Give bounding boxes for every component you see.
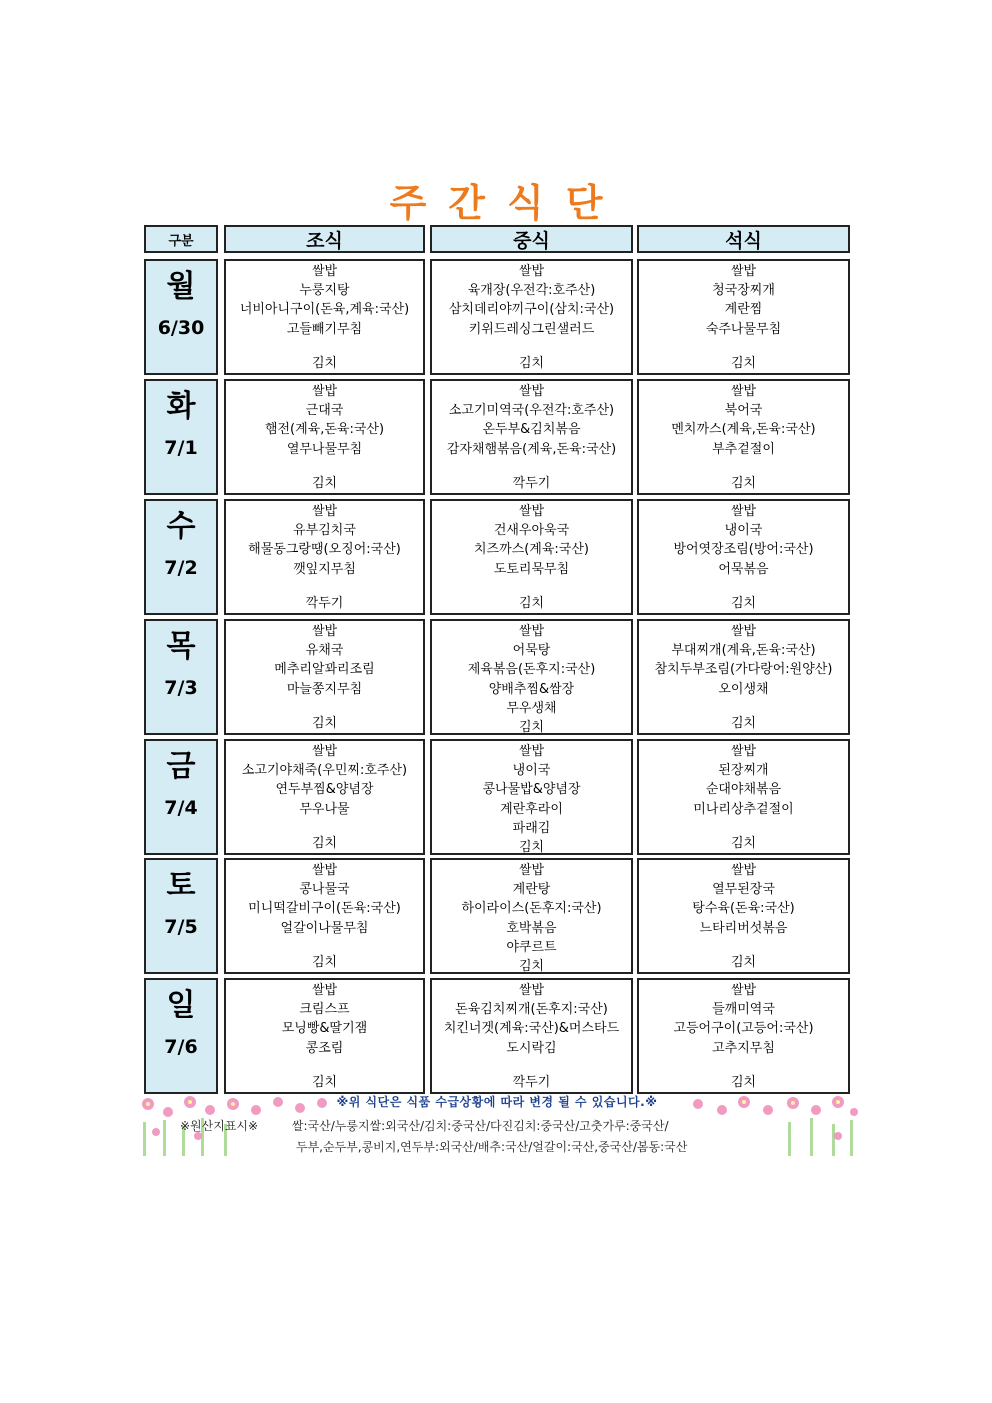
menu-item: 숙주나물무침 xyxy=(705,321,782,337)
menu-item: 치즈까스(계육:국산) xyxy=(474,542,589,558)
menu-item: 쌀밥 xyxy=(311,983,338,998)
menu-item: 도토리묵무침 xyxy=(493,561,570,577)
breakfast-cell xyxy=(224,858,425,974)
menu-item: 육개장(우전각:호주산) xyxy=(467,283,596,299)
menu-item: 삼치데리야끼구이(삼치:국산) xyxy=(448,302,615,318)
menu-item: 쌀밥 xyxy=(730,744,757,759)
menu-item: 고등어구이(고등어:국산) xyxy=(673,1021,814,1037)
menu-item: 쌀밥 xyxy=(311,744,338,759)
menu-item: 깍두기 xyxy=(512,475,551,491)
day-date: 7/4 xyxy=(164,797,198,819)
menu-item: 김치 xyxy=(311,1074,338,1090)
menu-item: 김치 xyxy=(311,954,338,970)
header-lunch: 중식 xyxy=(430,225,633,253)
dinner-cell xyxy=(637,259,850,375)
menu-item: 콩조림 xyxy=(305,1040,344,1056)
breakfast-cell xyxy=(224,978,425,1094)
menu-item: 쌀밥 xyxy=(730,384,757,399)
menu-item: 부대찌개(계육,돈육:국산) xyxy=(671,643,816,659)
menu-item: 북어국 xyxy=(724,403,763,419)
menu-item: 쌀밥 xyxy=(730,983,757,998)
menu-item: 고들빼기무침 xyxy=(286,321,363,337)
day-label xyxy=(144,259,218,375)
menu-item: 김치 xyxy=(730,1074,757,1090)
menu-item: 김치 xyxy=(730,954,757,970)
menu-item: 도시락김 xyxy=(506,1040,557,1056)
menu-item: 돈육김치찌개(돈후지:국산) xyxy=(455,1002,608,1018)
menu-item: 탕수육(돈육:국산) xyxy=(692,901,795,917)
menu-item: 청국장찌개 xyxy=(712,283,775,299)
menu-item: 김치 xyxy=(730,595,757,611)
day-date: 7/1 xyxy=(164,437,198,459)
menu-item: 쌀밥 xyxy=(518,504,545,519)
dinner-cell xyxy=(637,499,850,615)
menu-item: 해물동그랑땡(오징어:국산) xyxy=(248,542,401,558)
menu-item: 멘치까스(계육,돈육:국산) xyxy=(671,422,816,438)
breakfast-cell xyxy=(224,259,425,375)
origin-info-line2: 두부,순두부,콩비지,연두부:외국산/배추:국산/얼갈이:국산,중국산/봄동:국산 xyxy=(296,1140,688,1154)
menu-item: 유채국 xyxy=(305,643,344,659)
menu-item: 치킨너겟(계육:국산)&머스타드 xyxy=(443,1021,620,1037)
menu-item: 계란탕 xyxy=(512,882,551,898)
dinner-cell xyxy=(637,739,850,855)
day-name: 월 xyxy=(166,269,196,304)
origin-label: ※원산지표시※ xyxy=(180,1119,259,1133)
day-label xyxy=(144,858,218,974)
day-label xyxy=(144,379,218,495)
menu-item: 쌀밥 xyxy=(311,384,338,399)
lunch-cell xyxy=(430,739,633,855)
menu-item: 쌀밥 xyxy=(518,863,545,878)
menu-item: 김치 xyxy=(311,715,338,731)
page-title: 주간식단 xyxy=(389,181,625,225)
menu-item: 온두부&김치볶음 xyxy=(482,422,581,438)
day-name: 화 xyxy=(166,389,196,424)
header-dinner: 석식 xyxy=(637,225,850,253)
menu-item: 쌀밥 xyxy=(518,384,545,399)
menu-item: 김치 xyxy=(730,835,757,851)
menu-item: 쌀밥 xyxy=(518,744,545,759)
menu-item: 메추리알꽈리조림 xyxy=(274,662,375,678)
day-date: 6/30 xyxy=(157,317,205,339)
dinner-cell xyxy=(637,978,850,1094)
origin-info-line1 xyxy=(180,1117,669,1134)
menu-item: 김치 xyxy=(518,839,545,855)
menu-item: 김치 xyxy=(518,719,545,735)
menu-item: 유부김치국 xyxy=(293,523,356,539)
lunch-cell xyxy=(430,379,633,495)
menu-item: 연두부찜&양념장 xyxy=(275,782,374,798)
menu-item: 계란후라이 xyxy=(500,801,563,817)
origin-text-1: 쌀:국산/누룽지쌀:외국산/김치:중국산/다진김치:중국산/고춧가루:중국산/ xyxy=(291,1119,669,1133)
header-breakfast: 조식 xyxy=(224,225,425,253)
menu-item: 쌀밥 xyxy=(730,264,757,279)
breakfast-cell xyxy=(224,739,425,855)
day-name: 수 xyxy=(166,509,196,544)
menu-item: 열무된장국 xyxy=(712,882,775,898)
menu-item: 마늘쫑지무침 xyxy=(286,681,363,697)
menu-item: 어묵탕 xyxy=(512,643,551,659)
menu-item: 깻잎지무침 xyxy=(293,561,356,577)
menu-item: 근대국 xyxy=(305,403,344,419)
menu-item: 김치 xyxy=(518,958,545,974)
menu-item: 쌀밥 xyxy=(730,504,757,519)
menu-item: 쌀밥 xyxy=(730,624,757,639)
menu-item: 키위드레싱그린샐러드 xyxy=(468,321,595,337)
breakfast-cell xyxy=(224,619,425,735)
menu-item: 햄전(계육,돈육:국산) xyxy=(264,422,385,438)
menu-item: 김치 xyxy=(730,475,757,491)
menu-item: 열무나물무침 xyxy=(286,441,363,457)
menu-item: 고추지무침 xyxy=(712,1040,775,1056)
menu-item: 어묵볶음 xyxy=(718,561,769,577)
menu-item: 김치 xyxy=(518,355,545,371)
menu-item: 하이라이스(돈후지:국산) xyxy=(461,901,602,917)
dinner-cell xyxy=(637,619,850,735)
menu-item: 순대야채볶음 xyxy=(705,782,782,798)
menu-item: 쌀밥 xyxy=(518,264,545,279)
menu-item: 쌀밥 xyxy=(311,624,338,639)
day-label xyxy=(144,499,218,615)
menu-item: 느타리버섯볶음 xyxy=(699,920,788,936)
menu-item: 너비아니구이(돈육,계육:국산) xyxy=(239,302,410,318)
day-label xyxy=(144,739,218,855)
menu-item: 깍두기 xyxy=(305,595,344,611)
day-name: 토 xyxy=(166,868,196,903)
day-date: 7/2 xyxy=(164,557,198,579)
menu-item: 양배추찜&쌈장 xyxy=(488,681,575,697)
lunch-cell xyxy=(430,499,633,615)
menu-item: 건새우아욱국 xyxy=(493,523,570,539)
menu-item: 야쿠르트 xyxy=(506,939,557,955)
lunch-cell xyxy=(430,978,633,1094)
menu-item: 김치 xyxy=(730,355,757,371)
menu-item: 크림스프 xyxy=(299,1002,350,1018)
menu-item: 방어엿장조림(방어:국산) xyxy=(673,542,814,558)
menu-item: 얼갈이나물무침 xyxy=(280,920,369,936)
menu-item: 파래김 xyxy=(512,820,551,836)
day-label xyxy=(144,619,218,735)
menu-item: 쌀밥 xyxy=(518,624,545,639)
day-name: 금 xyxy=(166,749,196,784)
dinner-cell xyxy=(637,858,850,974)
menu-item: 제육볶음(돈후지:국산) xyxy=(467,662,596,678)
menu-item: 김치 xyxy=(311,835,338,851)
lunch-cell xyxy=(430,858,633,974)
breakfast-cell xyxy=(224,499,425,615)
menu-item: 미니떡갈비구이(돈육:국산) xyxy=(248,901,401,917)
menu-item: 부추겉절이 xyxy=(712,441,775,457)
menu-item: 호박볶음 xyxy=(506,920,557,936)
menu-item: 소고기미역국(우전각:호주산) xyxy=(448,403,615,419)
menu-change-notice: ※위 식단은 식품 수급상황에 따라 변경 될 수 있습니다.※ xyxy=(336,1095,658,1109)
menu-item: 김치 xyxy=(311,475,338,491)
menu-item: 김치 xyxy=(730,715,757,731)
menu-item: 깍두기 xyxy=(512,1074,551,1090)
menu-item: 냉이국 xyxy=(724,523,763,539)
lunch-cell xyxy=(430,259,633,375)
menu-item: 쌀밥 xyxy=(311,863,338,878)
day-date: 7/3 xyxy=(164,677,198,699)
day-label xyxy=(144,978,218,1094)
day-date: 7/5 xyxy=(164,916,198,938)
menu-item: 된장찌개 xyxy=(718,763,769,779)
menu-item: 냉이국 xyxy=(512,763,551,779)
day-date: 7/6 xyxy=(164,1036,198,1058)
menu-item: 콩나물밥&양념장 xyxy=(482,782,581,798)
menu-item: 소고기야채죽(우민찌:호주산) xyxy=(241,763,408,779)
header-category: 구분 xyxy=(144,225,218,253)
menu-item: 들깨미역국 xyxy=(712,1002,775,1018)
menu-item: 모닝빵&딸기잼 xyxy=(281,1021,368,1037)
menu-item: 무우생채 xyxy=(506,700,557,716)
menu-item: 누룽지탕 xyxy=(299,283,350,299)
menu-item: 참치두부조림(가다랑어:원양산) xyxy=(654,662,833,678)
menu-item: 오이생채 xyxy=(718,681,769,697)
menu-item: 김치 xyxy=(311,355,338,371)
menu-item: 쌀밥 xyxy=(311,504,338,519)
menu-item: 계란찜 xyxy=(724,302,763,318)
menu-item: 쌀밥 xyxy=(311,264,338,279)
menu-item: 콩나물국 xyxy=(299,882,350,898)
menu-item: 미나리상추겉절이 xyxy=(693,801,794,817)
breakfast-cell xyxy=(224,379,425,495)
menu-item: 무우나물 xyxy=(299,801,350,817)
menu-item: 김치 xyxy=(518,595,545,611)
menu-item: 쌀밥 xyxy=(518,983,545,998)
lunch-cell xyxy=(430,619,633,735)
day-name: 일 xyxy=(166,988,196,1023)
dinner-cell xyxy=(637,379,850,495)
menu-item: 쌀밥 xyxy=(730,863,757,878)
day-name: 목 xyxy=(166,629,196,664)
menu-item: 감자채햄볶음(계육,돈육:국산) xyxy=(446,441,617,457)
